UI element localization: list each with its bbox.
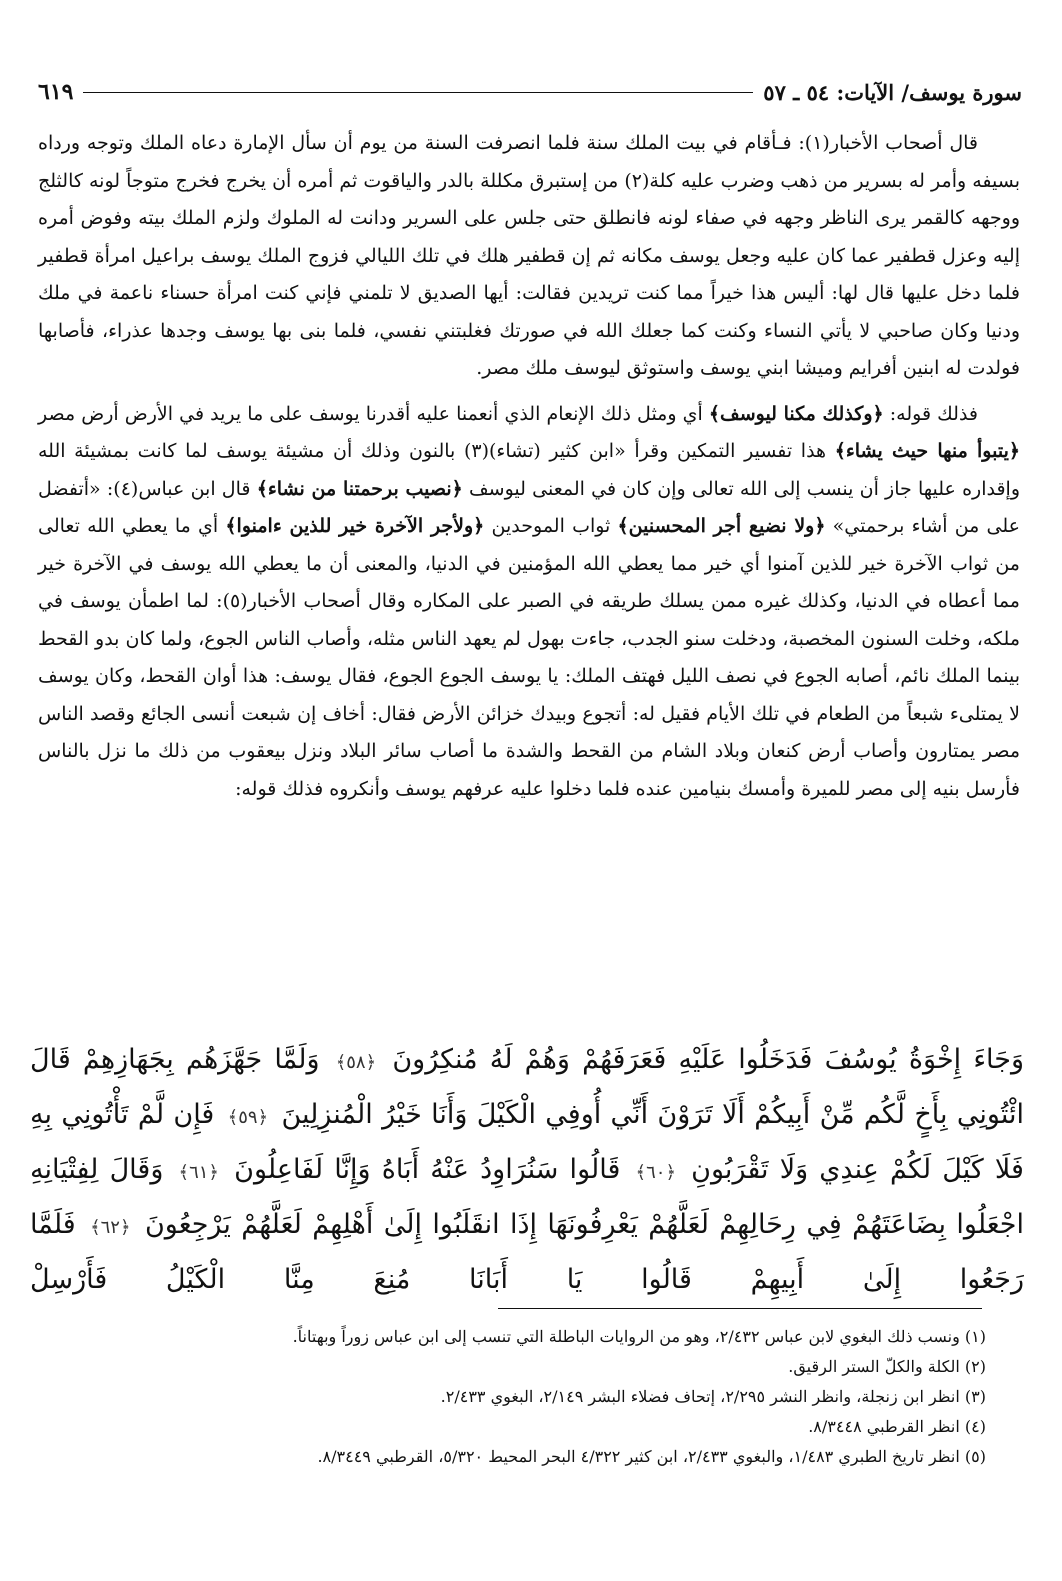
header-rule [83,92,753,93]
verse-60: فَإِن لَّمْ تَأْتُونِي بِهِ فَلَا كَيْلَ لَكُمْ عِندِي وَلَا تَقْرَبُونِ [30,1099,1024,1185]
footnote-4: (٤) انظر القرطبي ٨/٣٤٤٨. [808,1417,986,1436]
verse-63: فَلَمَّا رَجَعُوا إِلَىٰ أَبِيهِمْ قَالُوا يَا أَبَانَا مُنِعَ مِنَّا الْكَيْلُ فَأَرْسِلْ [30,1209,1024,1295]
paragraph-1: قال أصحاب الأخبار(١): فـأقام في بيت الملك سنة فلما انصرفت السنة من يوم أن سأل الإمارة دعاه الملك وتوجه ورداه بسيفه وأمر له بسرير من ذهب وضرب عليه كلة(٢) من إستبرق مكللة بالدر والياقوت ثم أمره أن يخرج فخرج متوجاً لونه كالثلج ووجهه كالقمر يرى الناظر وجهه في صفاء لونه فانطلق حتى جلس على السرير ودانت له الملوك ولزم الملك بيته وفوض أمره إليه وعزل قطفير عما كان عليه وجعل يوسف مكانه ثم إن قطفير هلك في تلك الليالي فزوج الملك يوسف براعيل امرأة قطفير فلما دخل عليها قال لها: أليس هذا خيراً مما كنت تريدين فقالت: أيها الصديق لا تلمني فإني كنت امرأة حسناء ناعمة في ملك ودنيا وكان صاحبي لا يأتي النساء وكنت كما جعلك الله في صورتك فغلبتني نفسي، فلما بنى بها يوسف وجدها عذراء، فأصابها فولدت له ابنين أفرايم وميشا ابني يوسف واستوثق ليوسف ملك مصر. [38,132,1021,379]
ayah-number-marker: ﴿٦٢﴾ [90,1217,131,1238]
ayah-number-marker: ﴿٥٩﴾ [227,1107,269,1128]
footnote-5: (٥) انظر تاريخ الطبري ١/٤٨٣، والبغوي ٢/٤٣٣، ابن كثير ٤/٣٢٢ البحر المحيط ٥/٣٢٠، القرطبي ٨/٣٤٤٩. [317,1447,986,1466]
text-run: قال ابن عباس(٤): «أتفضل على من أشاء برحمتي» [38,477,1020,537]
quran-quote: ﴿نصيب برحمتنا من نشاء﴾ [256,477,463,500]
verse-58: وَجَاءَ إِخْوَةُ يُوسُفَ فَدَخَلُوا عَلَيْهِ فَعَرَفَهُمْ وَهُمْ لَهُ مُنكِرُونَ [392,1044,1024,1075]
verse-59: وَلَمَّا جَهَّزَهُم بِجَهَازِهِمْ قَالَ ائْتُونِي بِأَخٍ لَّكُم مِّنْ أَبِيكُمْ أَلَا تَرَوْنَ أَنِّي أُوفِي الْكَيْلَ وَأَنَا خَيْرُ الْمُنزِلِينَ [30,1044,1024,1130]
footnote-1: (١) ونسب ذلك البغوي لابن عباس ٢/٤٣٢، وهو من الروايات الباطلة التي تنسب إلى ابن عباس زوراً وبهتاناً. [292,1327,986,1346]
quran-quote: ﴿يتبوأ منها حيث يشاء﴾ [834,440,1020,462]
footnote-separator [498,1308,982,1309]
text-run: فذلك قوله: [883,402,979,425]
verse-62: وَقَالَ لِفِتْيَانِهِ اجْعَلُوا بِضَاعَتَهُمْ فِي رِحَالِهِمْ لَعَلَّهُمْ يَعْرِفُونَهَا إِذَا انقَلَبُوا إِلَىٰ أَهْلِهِمْ لَعَلَّهُمْ يَرْجِعُونَ [30,1154,1024,1240]
footnote-2: (٢) الكلة والكلّ الستر الرقيق. [788,1357,986,1376]
quran-quote: ﴿ولا نضيع أجر المحسنين﴾ [617,515,826,537]
footnote-3: (٣) انظر ابن زنجلة، وانظر النشر ٢/٢٩٥، إتحاف فضلاء البشر ٢/١٤٩، البغوي ٢/٤٣٣. [440,1387,986,1406]
page-number: ٦١٩ [38,79,74,105]
paragraph-2 [38,396,1020,809]
ayah-number-marker: ﴿٦٠﴾ [635,1162,676,1183]
ayah-number-marker: ﴿٥٨﴾ [335,1052,377,1073]
page-header [38,74,1022,110]
quran-quote: ﴿ولأجر الآخرة خير للذين ءامنوا﴾ [225,515,485,537]
ayah-number-marker: ﴿٦١﴾ [178,1162,219,1183]
text-run: أي ومثل ذلك الإنعام الذي أنعمنا عليه أقدرنا يوسف على ما يريد في الأرض أرض مصر [38,402,709,425]
text-run: ثواب الموحدين [484,515,618,537]
quran-verses [30,1034,1024,1306]
footnotes [40,1322,986,1472]
quran-quote: ﴿وكذلك مكنا ليوسف﴾ [708,402,884,425]
verse-61: قَالُوا سَنُرَاوِدُ عَنْهُ أَبَاهُ وَإِنَّا لَفَاعِلُونَ [234,1154,621,1185]
surah-title: سورة يوسف/ الآيات: ٥٤ ـ ٥٧ [763,79,1022,105]
text-run: أي ما يعطي الله تعالى من ثواب الآخرة خير للذين آمنوا أي خير مما يعطي الله المؤمنين في الدنيا، والمعنى أن ما يعطي الله يوسف في الآخرة خير مما أعطاه في الدنيا، وكذلك غيره ممن يسلك طريقه في الصبر على المكاره وقال أصحاب الأخبار(٥): لما اطمأن يوسف في ملكه، وخلت السنون المخصبة، ودخلت سنو الجدب، جاءت بهول لم يعهد الناس مثله، وأصاب الناس الجوع، ولما كان بدو القحط بينما الملك نائم، أصابه الجوع في نصف الليل فهتف الملك: يا يوسف الجوع الجوع، فقال يوسف: هذا أوان القحط، وكان يوسف لا يمتلىء شبعاً من الطعام في تلك الأيام فقيل له: أتجوع وبيدك خزائن الأرض فقال: أخاف إن شبعت أنسى الجائع وقصد الناس مصر يمتارون وأصاب أرض كنعان وبلاد الشام من القحط والشدة ما أصاب سائر البلاد ونزل بيعقوب من ذلك ما نزل بالناس فأرسل بنيه إلى مصر للميرة وأمسك بنيامين عنده فلما دخلوا عليه عرفهم يوسف وأنكروه فذلك قوله: [38,515,1020,800]
commentary-text [38,125,1020,808]
text-run: هذا تفسير التمكين وقرأ «ابن كثير (تشاء)(٣) بالنون وذلك أن مشيئة يوسف لما كانت بمشيئة الله وإقداره عليها جاز أن ينسب إلى الله تعالى وإن كان في المعنى ليوسف [38,440,1020,500]
